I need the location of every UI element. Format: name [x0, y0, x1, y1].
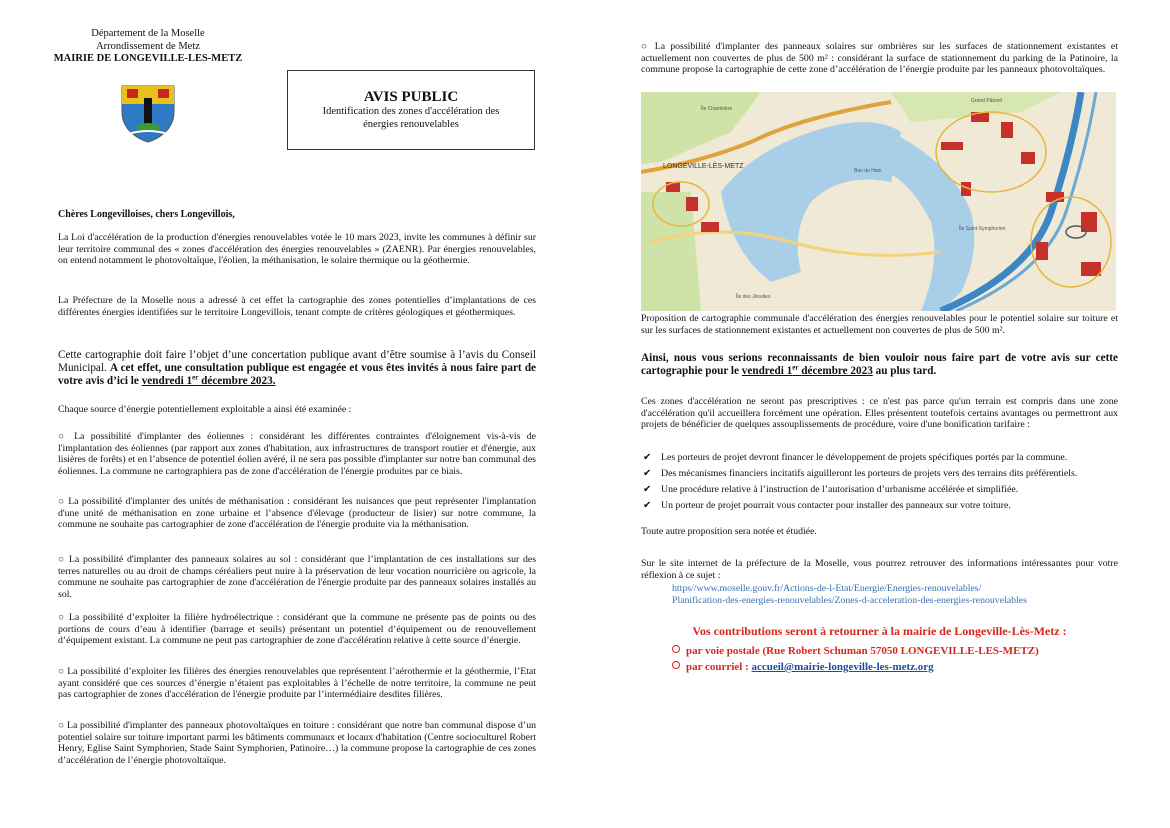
email-contact: par courriel : accueil@mairie-longeville-les-metz.org	[672, 661, 1112, 673]
list-item: ✔ Les porteurs de projet devront financer le développement de projets spécifiques portés par la commune.	[641, 450, 1118, 466]
website-paragraph: Sur le site internet de la préfecture de la Moselle, vous pourrez retrouver des informations intéressantes pour votre réflexion à ce sujet :	[641, 558, 1118, 581]
other-paragraph: Toute autre proposition sera notée et étudiée.	[641, 526, 817, 537]
map-label-jesuites: Île des Jésuites	[736, 294, 771, 300]
arrondissement-line: Arrondissement de Metz	[96, 40, 200, 52]
map-label-ban: Ban de Hain	[854, 168, 882, 174]
notice-box	[287, 70, 535, 150]
contributions-heading: Vos contributions seront à retourner à la mairie de Longeville-Lès-Metz :	[692, 624, 1067, 638]
consultation-paragraph	[58, 349, 536, 389]
intro-paragraph	[58, 232, 536, 267]
notice-subtitle-2: énergies renouvelables	[363, 118, 459, 130]
circle-bullet-icon	[672, 645, 680, 653]
thanks-paragraph: Ainsi, nous vous serions reconnaissants de bien vouloir nous faire part de votre avis sur cette cartographie pour le vendredi 1er décembre 2023 au plus tard.	[641, 352, 1118, 378]
greeting: Chères Longevilloises, chers Longevillois,	[58, 209, 235, 220]
map-caption: Proposition de cartographie communale d'accélération des énergies renouvelables pour le potentiel solaire sur toiture et sur les surfaces de stationnement existantes et actuellement non couvertes de plus de 500 m².	[641, 313, 1118, 336]
postal-contact: par voie postale (Rue Robert Schuman 57050 LONGEVILLE-LES-METZ)	[672, 645, 1112, 657]
map-label-ile: Île Saint-Symphorien	[959, 226, 1006, 232]
list-item: ✔ Des mécanismes financiers incitatifs aiguilleront les porteurs de projets vers des terrains dits préférentiels.	[641, 466, 1118, 482]
check-icon: ✔	[643, 468, 652, 479]
list-item: ○ La possibilité d'implanter des éoliennes : considérant les différentes contraintes d'éloignement vis-à-vis de l'implantation des éoliennes (par rapport aux zones d'habitation, aux infrastructures de transport routier et d'énergie, aux lisières de forêts) et en l’absence de potentiel éolien avéré, il ne sera pas possible d'implanter sur notre ban communal des éoliennes. La commune ne cartographiera pas de zone d'accélération de l'énergie produites par ce biais.	[58, 431, 536, 477]
examined-paragraph	[58, 404, 536, 416]
check-icon: ✔	[643, 500, 652, 511]
link-line-2[interactable]: Planification-des-energies-renouvelables/Zones-d-acceleration-des-energies-renouvelables	[672, 595, 1027, 606]
para-prefecture: La Préfecture de la Moselle nous a adressé à cet effet la cartographie des zones potentielles d’implantations de ces différentes énergies identifiées sur le territoire Longevillois, tenant compte de critères géologiques et géothermiques.	[58, 295, 536, 318]
prefecture-link[interactable]	[672, 583, 1112, 607]
map-label-grand: Grand Pâturel	[971, 98, 1003, 104]
circle-bullet-icon	[672, 661, 680, 669]
notice-title: AVIS PUBLIC	[363, 89, 459, 105]
email-link[interactable]: accueil@mairie-longeville-les-metz.org	[751, 661, 934, 673]
link-line-1[interactable]: https//www.moselle.gouv.fr/Actions-de-l-Etat/Energie/Energies-renouvelables/	[672, 583, 982, 594]
check-icon: ✔	[643, 484, 652, 495]
issuer-header	[30, 28, 266, 66]
consultation-intro: Cette cartographie doit faire l’objet d’une concertation publique avant d’être soumise à l’avis du Conseil Municipal.	[58, 349, 536, 375]
check-icon: ✔	[643, 452, 652, 463]
list-item: ○ La possibilité d'implanter des unités de méthanisation : considérant les nuisances que peut représenter l'implantation d'une unité de méthanisation en zone urbaine et l’absence d'élevage (producteur de lisier) sur notre commune, la commune ne souhaite pas cartographier de zone d'accélération de l'énergie produite via la méthanisation.	[58, 496, 537, 531]
zone-map	[641, 92, 1116, 311]
consultation-invite: A cet effet, une consultation publique est engagée et vous êtes invités à nous faire part de votre avis d’ici le	[58, 362, 537, 388]
map-label-lile: Île Chambière	[701, 106, 733, 112]
list-item: ○ La possibilité d’exploiter les filières des énergies renouvelables que représentent l’aérothermie et la géothermie, l’Etat ayant considéré que ces sources d’énergie n’étaient pas exploitables à l’échelle de notre territoire, la commune ne peut pas cartographier de zones d'accélération de l'énergie produite par l’intermédiaire desdites filières.	[58, 666, 536, 701]
para-law: La Loi d'accélération de la production d'énergies renouvelables votée le 10 mars 2023, invite les communes à définir sur leur territoire communal des « zones d'accélération des énergies renouvelables » (ZAENR). Par énergies renouvelables, on entend notamment le photovoltaïque, l'éolien, la méthanisation, le solaire thermique ou la géothermie.	[58, 232, 536, 267]
list-item: ✔ Un porteur de projet pourrait vous contacter pour installer des panneaux sur votre toiture.	[641, 498, 1118, 514]
parking-bullet: ○ La possibilité d'implanter des panneaux solaires sur ombrières sur les surfaces de stationnement existantes et actuellement non couvertes de plus de 500 m² : considérant la surface de stationnement du parking de la Patinoire, la commune propose la cartographie de cette zone d’accélération de l’énergie produite par les panneaux photovoltaïques.	[641, 41, 1118, 76]
list-item: ○ La possibilité d'implanter des panneaux photovoltaïques en toiture : considérant que notre ban communal dispose d’un potentiel solaire sur toiture important parmi les bâtiments communaux et locaux d'habitation (Centre socioculturel Robert Henry, Eglise Saint Symphorien, Stade Saint Symphorien, Patinoire…) la commune propose la cartographie de ces zones d’accélération de l’énergie photovoltaïque.	[58, 720, 536, 766]
coat-of-arms-icon	[118, 82, 178, 144]
para-examined: Chaque source d’énergie potentiellement exploitable a ainsi été examinée :	[58, 404, 352, 415]
advantages-list	[641, 450, 1118, 514]
notice-subtitle-1: Identification des zones d'accélération des	[322, 106, 500, 117]
list-item: ✔ Une procédure relative à l’instruction de l’autorisation d’urbanisme accélérée et simplifiée.	[641, 482, 1118, 498]
list-item: ○ La possibilité d'implanter des panneaux solaires au sol : considérant que l’implantation de ces installations sur des terres naturelles ou au droit de champs céréaliers peut nuire à la préservation de leur vocation nourricière ou agricole, la commune ne souhaite pas cartographier de zone d'accélération de l'énergie produite par des panneaux solaires installés au sol.	[58, 554, 537, 600]
consultation-date: vendredi 1er décembre 2023.	[141, 373, 276, 388]
prefecture-paragraph	[58, 295, 536, 318]
zones-paragraph: Ces zones d'accélération ne seront pas prescriptives : ce n'est pas parce qu'un terrain est compris dans une zone d'accélération qu'il accueillera forcément une opération. Elles présentent toutefois certains avantages ou permettront aux projets de bénéficier de quelques assouplissements de procédure, voire d'une bonification tarifaire :	[641, 396, 1118, 431]
map-label-town: LONGEVILLE-LÈS-METZ	[663, 163, 744, 170]
mairie-line: MAIRIE DE LONGEVILLE-LES-METZ	[53, 53, 243, 64]
department-line: Département de la Moselle	[91, 28, 205, 39]
list-item: ○ La possibilité d’exploiter la filière hydroélectrique : considérant que la commune ne présente pas de points ou des portions de cours d’eau à identifier (barrage et seuils) présentant un potentiel d’équipement ou de renouvellement d’équipement existant. La commune ne peut pas cartographier de zone d'accélération relative à cette source d’énergie.	[58, 612, 536, 647]
